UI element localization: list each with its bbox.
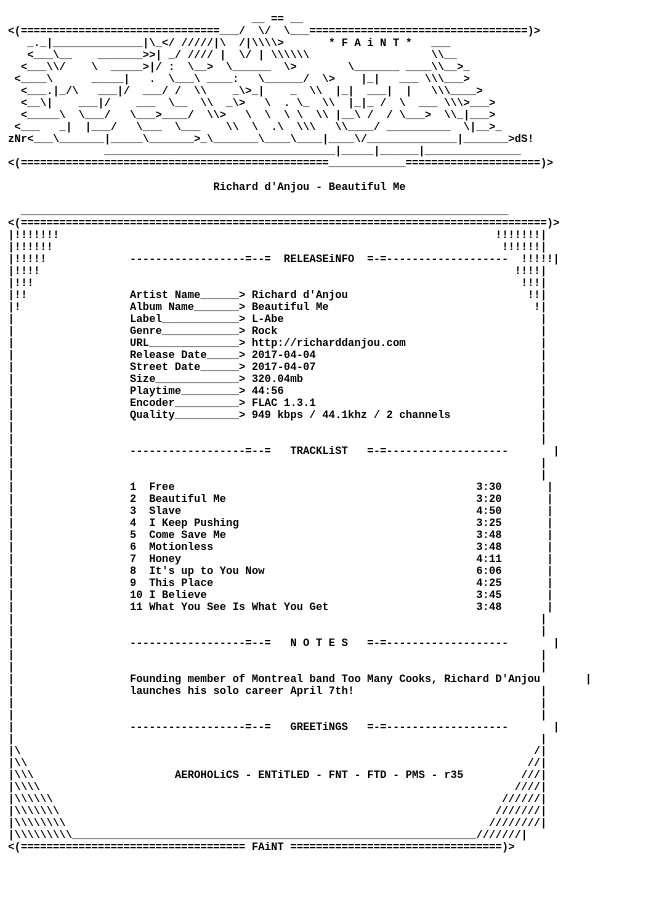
frame-line: | |: [8, 458, 547, 470]
track-row: | 10 I Believe 3:45 |: [8, 590, 554, 602]
frame-top-border: <(==================================================================================)>: [8, 218, 560, 230]
track-row: | 3 Slave 4:50 |: [8, 506, 554, 518]
track-row: | 5 Come Save Me 3:48 |: [8, 530, 554, 542]
notes-line: | launches his solo career April 7th! |: [8, 686, 547, 698]
frame-line: | |: [8, 470, 547, 482]
release-info-row: | Genre____________> Rock |: [8, 326, 547, 338]
frame-line: | |: [8, 710, 547, 722]
track-row: | 1 Free 3:30 |: [8, 482, 554, 494]
frame-line: | |: [8, 626, 547, 638]
frame-line: |\ /|: [8, 746, 547, 758]
release-info-row: |!! Artist Name______> Richard d'Anjou !!|: [8, 290, 547, 302]
frame-line: | |: [8, 614, 547, 626]
section-header-notes: | ------------------=--= N O T E S =-=------------------- |: [8, 638, 560, 650]
header-art-line: zNr<___\_______|_____\_______>_\_______\____\____|____\/______________|_______>dS!: [8, 134, 534, 146]
section-header-tracklist: | ------------------=--= TRACKLiST =-=------------------- |: [8, 446, 560, 458]
track-row: | 7 Honey 4:11 |: [8, 554, 554, 566]
frame-line: |!!!!!!! !!!!!!!|: [8, 230, 547, 242]
frame-bottom-rule: |\\\\\\\\\_______________________________________________________________///////|: [8, 830, 528, 842]
header-art-line: <(================================================____________=====================)>: [8, 158, 554, 170]
frame-top-rule: ____________________________________________________________________________: [8, 206, 509, 218]
release-info-row: | Label____________> L-Abe |: [8, 314, 547, 326]
frame-line: | |: [8, 698, 547, 710]
notes-line: | Founding member of Montreal band Too Many Cooks, Richard D'Anjou |: [8, 674, 592, 686]
frame-line: |\\\\\\ //////|: [8, 794, 547, 806]
frame-line: | |: [8, 434, 547, 446]
track-row: | 2 Beautiful Me 3:20 |: [8, 494, 554, 506]
greetings-line: |\\\ AEROHOLiCS - ENTiTLED - FNT - FTD - PMS - r35 ///|: [8, 770, 547, 782]
release-info-row: | Size_____________> 320.04mb |: [8, 374, 547, 386]
frame-line: |\\\\ ////|: [8, 782, 547, 794]
frame-line: |!!!!!! !!!!!!|: [8, 242, 547, 254]
header-art-line: <___ _| |___/ \___ \___ \\ \ .\ \\\ \\____/ __________ \|__>_: [8, 122, 502, 134]
track-row: | 8 It's up to You Now 6:06 |: [8, 566, 554, 578]
release-info-row: | Playtime_________> 44:56 |: [8, 386, 547, 398]
frame-bottom-border: <(=================================== FAiNT =================================)>: [8, 842, 515, 854]
header-art-line: <____\ _____| . \___\ ____: \______/ \> |_| ___ \\\___>: [8, 74, 470, 86]
release-info-row: |! Album Name_______> Beautiful Me !|: [8, 302, 547, 314]
spacer: [8, 194, 592, 206]
frame-line: | |: [8, 422, 547, 434]
spacer: [8, 170, 592, 182]
header-art-line: _._|______________|\_</ /////|\ /|\\\\> * F A i N T * ___: [8, 38, 451, 50]
track-row: | 9 This Place 4:25 |: [8, 578, 554, 590]
release-info-row: | Encoder__________> FLAC 1.3.1 |: [8, 398, 547, 410]
track-row: | 4 I Keep Pushing 3:25 |: [8, 518, 554, 530]
track-row: | 6 Motionless 3:48 |: [8, 542, 554, 554]
frame-line: | |: [8, 662, 547, 674]
header-art-line: <_____\ \___/ \___>____/ \\> \ \ \ \ \\ |__\ / / \___> \\_|___>: [8, 110, 496, 122]
header-art-line: __ == __: [8, 14, 304, 26]
header-art-line: <___.|_/\ ___|/ ___/ / \\ _\>_| _ \\ |_| ___| | \\\____>: [8, 86, 483, 98]
header-art-line: ____________________________________|_____|______|_______________: [8, 146, 522, 158]
frame-line: |\\\\\\\ ///////|: [8, 806, 547, 818]
release-info-row: | Release Date_____> 2017-04-04 |: [8, 350, 547, 362]
release-info-row: | Street Date______> 2017-04-07 |: [8, 362, 547, 374]
frame-line: |\\\\\\\\ ////////|: [8, 818, 547, 830]
header-art-line: <__\| ___|/ ___ \__ \\ _\> \ . \_ \\ |_|_ / \ ___ \\\>___>: [8, 98, 496, 110]
frame-line: |!!! !!!|: [8, 278, 547, 290]
frame-line: | |: [8, 650, 547, 662]
release-title: Richard d'Anjou - Beautiful Me: [8, 182, 406, 194]
section-header-greetings: | ------------------=--= GREETiNGS =-=------------------- |: [8, 722, 560, 734]
header-art-line: <(===============================___/ \/ \___==================================)>: [8, 26, 541, 38]
frame-line: |!!!! !!!!|: [8, 266, 547, 278]
track-row: | 11 What You See Is What You Get 3:48 |: [8, 602, 554, 614]
header-art-line: <___\__ _______>>| _/ //// | \/ | \\\\\\ \\__: [8, 50, 457, 62]
release-info-row: | Quality__________> 949 kbps / 44.1khz / 2 channels |: [8, 410, 547, 422]
release-info-row: | URL______________> http://richarddanjou.com |: [8, 338, 547, 350]
nfo-text: [8, 14, 592, 854]
section-header-releaseinfo: |!!!!! ------------------=--= RELEASEiNFO =-=------------------- !!!!!|: [8, 254, 560, 266]
frame-line: | |: [8, 734, 547, 746]
frame-line: |\\ //|: [8, 758, 547, 770]
header-art-line: <___\\/ \ _____>|/ : \__> \______ \> \_______ ____\\__>_: [8, 62, 470, 74]
